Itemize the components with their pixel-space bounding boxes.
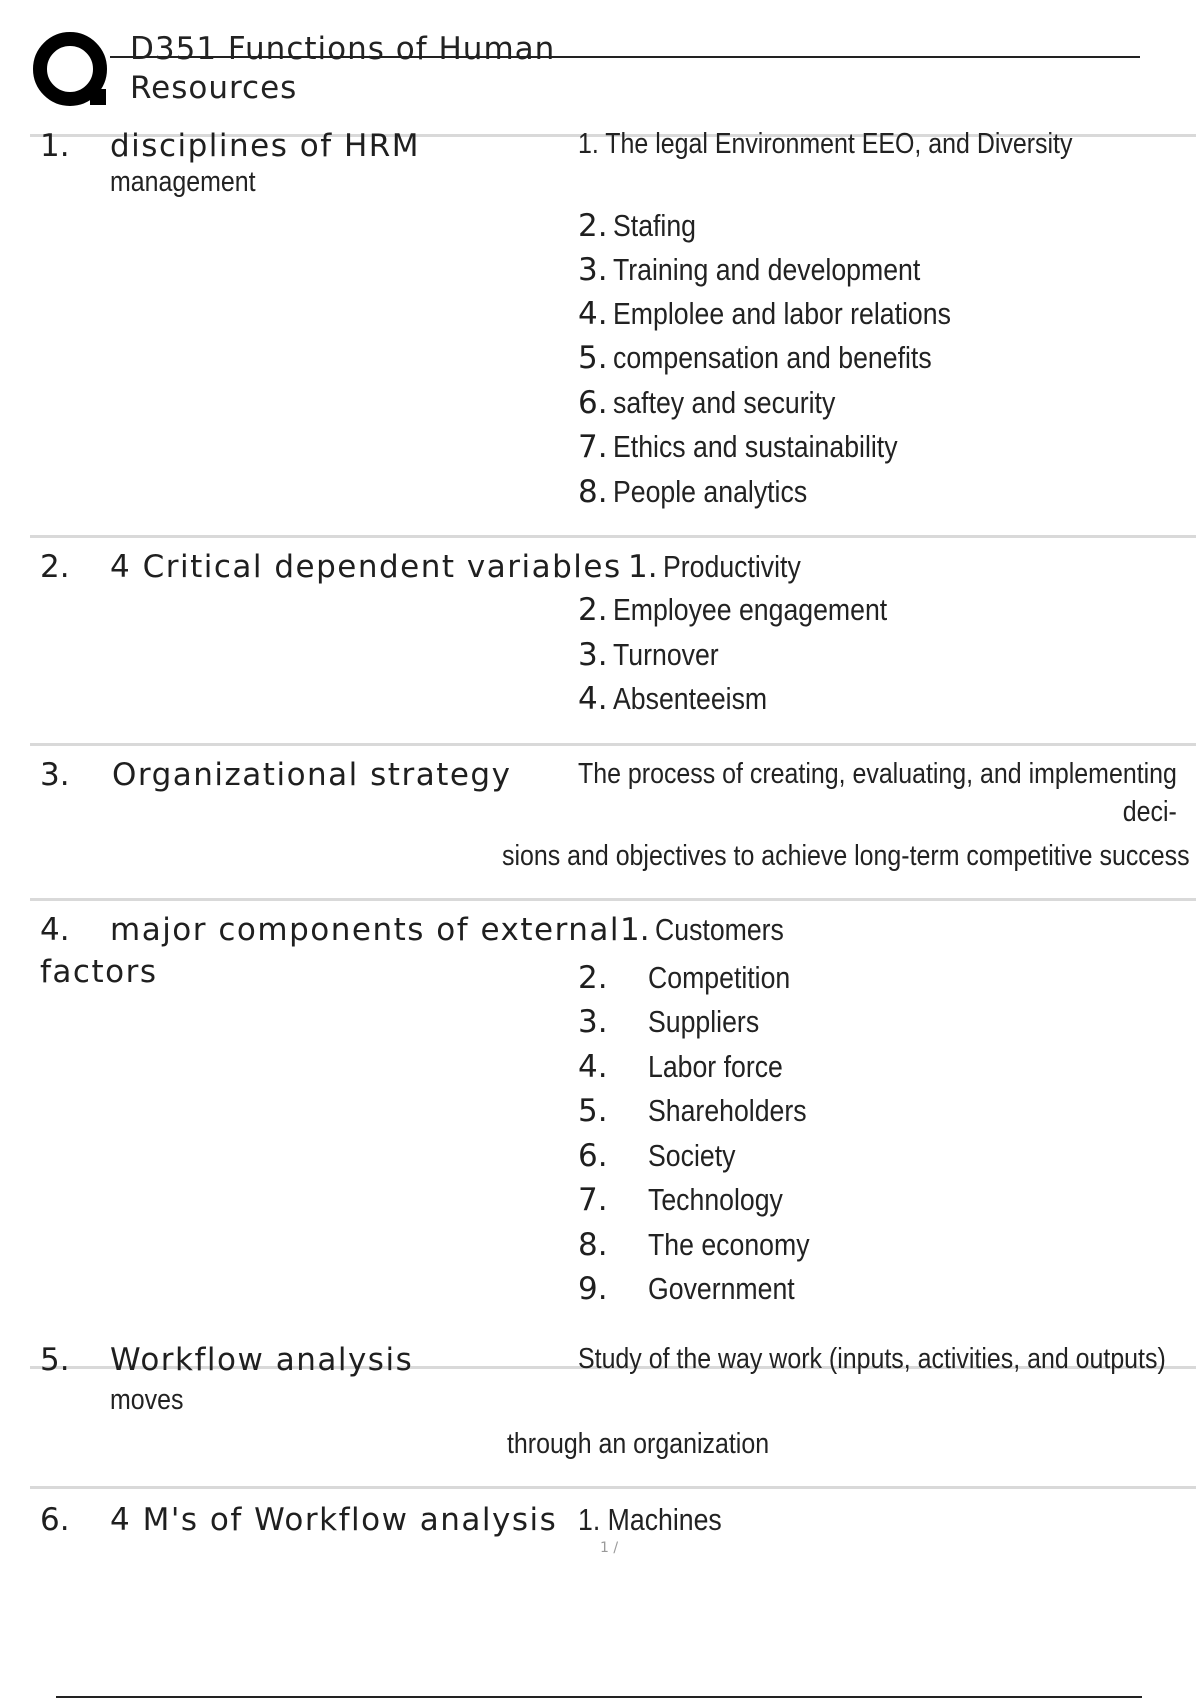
list-item [578, 429, 944, 465]
row-divider [30, 1486, 1196, 1489]
title-line-1: D351 Functions of Human [130, 31, 556, 67]
list-item-text: Ethics and sustainability [612, 429, 898, 464]
list-item-number: 5. [578, 340, 608, 376]
list-item-text: People analytics [612, 474, 807, 509]
list-item-number: 9. [578, 1271, 608, 1307]
list-item-number: 3. [578, 1004, 608, 1040]
row-term: major components of external [110, 912, 621, 948]
list-item-number: 1. [628, 549, 658, 585]
list-item-text: compensation and benefits [612, 340, 932, 375]
list-item-number: 1. [578, 1502, 601, 1537]
definition-line-2: deci- [1122, 796, 1177, 828]
list-item-text: Turnover [612, 637, 719, 672]
page-marker: 1 / [600, 1540, 619, 1556]
row-divider [30, 535, 1196, 538]
row-term: Workflow analysis [110, 1342, 414, 1378]
list-item [578, 1502, 745, 1538]
list-item [578, 1049, 783, 1085]
list-item-number: 8. [578, 1227, 608, 1263]
list-item [578, 960, 791, 996]
list-item-text: Competition [648, 960, 791, 995]
list-item-text: Government [648, 1271, 795, 1306]
row-number: 4. [40, 912, 70, 948]
list-item [578, 592, 932, 628]
list-item-text: The legal Environment EEO, and Diversity [605, 128, 1073, 160]
list-item-text: Customers [654, 912, 784, 947]
list-item [578, 1004, 760, 1040]
list-item [578, 252, 970, 288]
list-item [578, 128, 1153, 161]
list-item-text: Machines [607, 1502, 722, 1537]
list-item-text: Shareholders [648, 1093, 807, 1128]
list-item-number: 2. [578, 960, 608, 996]
row-number: 5. [40, 1342, 70, 1378]
list-item-text: Labor force [648, 1049, 783, 1084]
list-item-number: 2. [578, 208, 608, 244]
list-item-text-wrap [578, 1502, 722, 1538]
list-item-text: Stafing [612, 208, 696, 243]
list-item-text: Absenteeism [612, 681, 767, 716]
definition-line-2: through an organization [507, 1428, 770, 1460]
definition-line-1: Study of the way work (inputs, activities, and outputs) [578, 1343, 1166, 1375]
row-divider [30, 898, 1196, 901]
list-item [578, 1227, 810, 1263]
list-item [578, 681, 792, 717]
row-term-continuation: management [110, 166, 256, 198]
list-item [578, 385, 871, 421]
list-item-text: Society [648, 1138, 736, 1173]
list-item-number: 3. [578, 252, 608, 288]
list-item-text: Productivity [662, 549, 801, 584]
list-item [578, 637, 736, 673]
definition-line-2-wrap [1114, 796, 1177, 829]
definition-line-3: sions and objectives to achieve long-term competitive success [502, 840, 1190, 872]
row-number: 2. [40, 549, 70, 585]
definition-line-1: The process of creating, evaluating, and implementing [578, 758, 1177, 790]
list-item [578, 1271, 795, 1307]
list-item-number: 7. [578, 1182, 608, 1218]
row-term: 4 M's of Workflow analysis [110, 1502, 558, 1538]
list-item-number: 3. [578, 637, 608, 673]
title-line-2: Resources [130, 70, 298, 106]
list-item-text: Emplolee and labor relations [612, 296, 951, 331]
list-item-number: 2. [578, 592, 608, 628]
list-item [628, 549, 823, 585]
list-item-number: 1. [578, 128, 599, 160]
definition-line-1-wrap [578, 758, 1200, 791]
list-item-text: Employee engagement [612, 592, 887, 627]
row-term-continuation: moves [110, 1384, 184, 1416]
row-term-continuation-wrap [110, 1384, 195, 1417]
list-item [578, 208, 709, 244]
list-item-number: 1. [620, 912, 650, 948]
row-term: 4 Critical dependent variables [110, 549, 622, 585]
list-item-text: Technology [648, 1182, 783, 1217]
list-item-text: Suppliers [648, 1004, 760, 1039]
list-item-number: 6. [578, 1138, 608, 1174]
list-item [620, 912, 805, 948]
list-item [578, 340, 983, 376]
list-item-text-wrap [578, 128, 1072, 161]
list-item [578, 1093, 807, 1129]
definition-line-2-wrap [507, 1428, 812, 1461]
row-number: 6. [40, 1502, 70, 1538]
definition-line-3-wrap [502, 840, 1200, 873]
row-term-continuation-wrap [110, 166, 279, 199]
list-item-text: saftey and security [612, 385, 835, 420]
row-number: 3. [40, 757, 70, 793]
list-item-text: Training and development [612, 252, 920, 287]
list-item [578, 296, 1006, 332]
row-number: 1. [40, 128, 70, 164]
logo-icon [32, 31, 110, 109]
list-item [578, 1138, 736, 1174]
row-term: disciplines of HRM [110, 128, 421, 164]
list-item-number: 4. [578, 296, 608, 332]
bottom-rule [56, 1696, 1142, 1698]
list-item-number: 4. [578, 681, 608, 717]
list-item [578, 1182, 783, 1218]
list-item-number: 7. [578, 429, 608, 465]
list-item-number: 5. [578, 1093, 608, 1129]
row-term-continuation: factors [40, 954, 158, 990]
list-item-number: 4. [578, 1049, 608, 1085]
row-term: Organizational strategy [112, 757, 512, 793]
list-item-text: The economy [648, 1227, 810, 1262]
definition-line-1-wrap [578, 1343, 1200, 1376]
list-item-number: 6. [578, 385, 608, 421]
list-item-number: 8. [578, 474, 608, 510]
row-divider [30, 743, 1196, 746]
page-title [130, 30, 555, 108]
list-item [578, 474, 838, 510]
